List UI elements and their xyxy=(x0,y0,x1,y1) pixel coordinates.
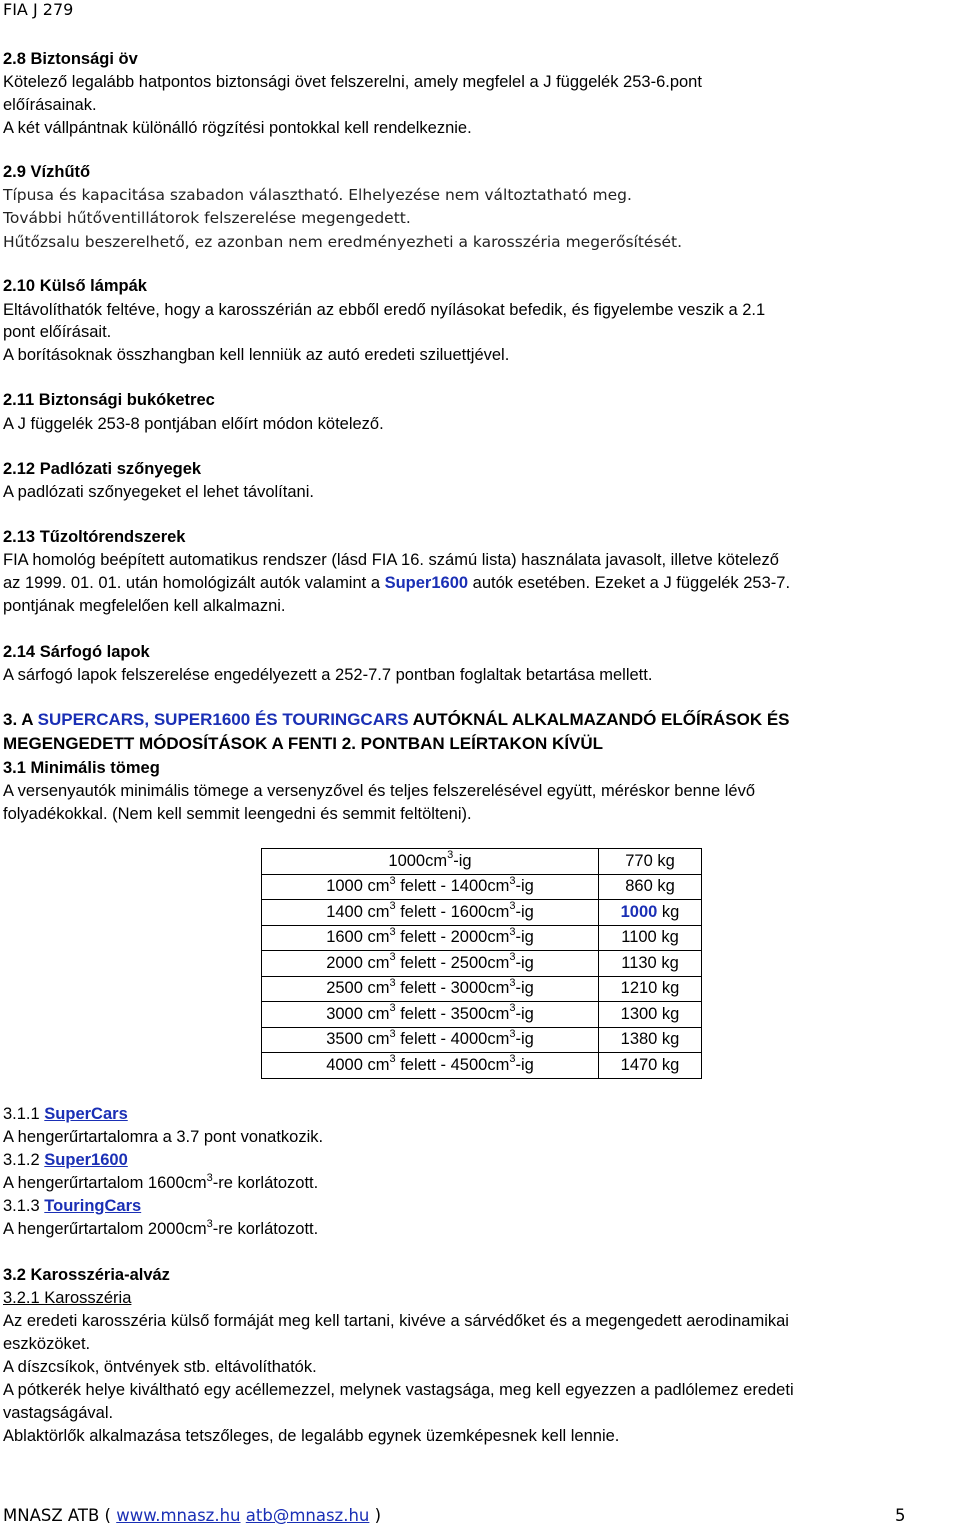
section-3-2-title: 3.2 Karosszéria-alváz xyxy=(3,1266,170,1284)
section-2-13-line xyxy=(3,573,790,593)
weight-cell: 1470 kg xyxy=(599,1053,702,1079)
section-2-8-title: 2.8 Biztonsági öv xyxy=(3,50,138,68)
section-3-2-line: Ablaktörlők alkalmazása tetszőleges, de legalább egynek üzemképesnek kell lennie. xyxy=(3,1427,620,1445)
section-3-1-line: A versenyautók minimális tömege a versenyzővel és teljes felszerelésével együtt, méréskor benne lévő xyxy=(3,782,756,800)
section-3-2-line: A pótkerék helye kiváltható egy acéllemezzel, melynek vastagsága, meg kell egyezzen a padlólemez eredeti xyxy=(3,1381,794,1399)
section-2-9-line: További hűtőventillátorok felszerelése megengedett. xyxy=(3,209,411,227)
section-2-12-line: A padlózati szőnyegeket el lehet távolítani. xyxy=(3,483,314,501)
categories-highlight: SUPERCARS, SUPER1600 ÉS TOURINGCARS xyxy=(37,710,409,729)
table-row xyxy=(262,849,702,875)
table-row xyxy=(262,925,702,951)
text-run: 3. A xyxy=(3,710,38,729)
page-number: 5 xyxy=(895,1506,906,1525)
table-row xyxy=(262,1053,702,1079)
section-2-9-line: Hűtőzsalu beszerelhető, ez azonban nem eredményezheti a karosszéria megerősítését. xyxy=(3,233,683,251)
displacement-cell: 1000 $cm^3$ felett - $1400cm^3-ig$ xyxy=(262,874,599,900)
weight-cell: 1210 kg xyxy=(599,976,702,1002)
section-3-1-2-title: 3.1.2 Super1600 xyxy=(3,1151,128,1169)
section-3-2-line: vastagságával. xyxy=(3,1404,114,1422)
displacement-cell: $1000cm^3-ig$ xyxy=(262,849,599,875)
weight-cell: 1380 kg xyxy=(599,1027,702,1053)
section-2-12-title: 2.12 Padlózati szőnyegek xyxy=(3,460,202,478)
displacement-cell: 4000 $cm^3$ felett - $4500cm^3-ig$ xyxy=(262,1053,599,1079)
section-3-1-title: 3.1 Minimális tömeg xyxy=(3,759,160,777)
email-link[interactable]: atb@mnasz.hu xyxy=(245,1506,370,1525)
section-2-14-title: 2.14 Sárfogó lapok xyxy=(3,643,150,661)
table-row xyxy=(262,1027,702,1053)
section-3-1-1-title: 3.1.1 SuperCars xyxy=(3,1105,128,1123)
section-2-8-line: Kötelező legalább hatpontos biztonsági övet felszerelni, amely megfelel a J függelék 253-6.pont xyxy=(3,73,702,91)
section-2-9-title: 2.9 Vízhűtő xyxy=(3,163,91,181)
text-run: autók esetében. Ezeket a J függelék 253-7. xyxy=(468,574,791,592)
section-2-10-line: A borításoknak összhangban kell lenniük az autó eredeti sziluettjével. xyxy=(3,346,510,364)
table-row xyxy=(262,1002,702,1028)
website-link[interactable]: www.mnasz.hu xyxy=(116,1506,241,1525)
section-2-9-line: Típusa és kapacitása szabadon választható. Elhelyezése nem változtatható meg. xyxy=(3,186,632,204)
section-3-2-line: A díszcsíkok, öntvények stb. eltávolíthatók. xyxy=(3,1358,317,1376)
text-run: AUTÓKNÁL ALKALMAZANDÓ ELŐÍRÁSOK ÉS xyxy=(408,710,790,729)
weight-cell: 1100 kg xyxy=(599,925,702,951)
section-2-10-line: Eltávolíthatók feltéve, hogy a karosszérián az ebből eredő nyílásokat befedik, és figyelembe veszik a 2.1 xyxy=(3,301,766,319)
weight-cell: 1300 kg xyxy=(599,1002,702,1028)
table-row xyxy=(262,900,702,926)
section-3-1-line: folyadékokkal. (Nem kell semmit leengedni és semmit feltölteni). xyxy=(3,805,472,823)
section-2-10-line: pont előírásait. xyxy=(3,323,112,341)
section-2-10-title: 2.10 Külső lámpák xyxy=(3,277,147,295)
section-2-13-line: pontjának megfelelően kell alkalmazni. xyxy=(3,597,286,615)
section-2-11-line: A J függelék 253-8 pontjában előírt módon kötelező. xyxy=(3,415,384,433)
section-3-1-2-line: A hengerűrtartalom $1600cm^3-re$ korlátozott. xyxy=(3,1171,319,1192)
section-2-13-title: 2.13 Tűzoltórendszerek xyxy=(3,528,186,546)
section-3-1-3-line: A hengerűrtartalom $2000cm^3-re$ korlátozott. xyxy=(3,1217,319,1238)
supercars-link[interactable]: SuperCars xyxy=(44,1105,128,1123)
section-2-11-title: 2.11 Biztonsági bukóketrec xyxy=(3,391,215,409)
section-3-title xyxy=(3,710,790,730)
displacement-cell: 3500 $cm^3$ felett - $4000cm^3-ig$ xyxy=(262,1027,599,1053)
displacement-cell: 2000 $cm^3$ felett - $2500cm^3-ig$ xyxy=(262,951,599,977)
touringcars-link[interactable]: TouringCars xyxy=(44,1197,142,1215)
section-2-8-line: előírásainak. xyxy=(3,96,97,114)
displacement-cell: 1600 $cm^3$ felett - $2000cm^3-ig$ xyxy=(262,925,599,951)
displacement-cell: 2500 $cm^3$ felett - $3000cm^3-ig$ xyxy=(262,976,599,1002)
super1600-link[interactable]: Super1600 xyxy=(44,1151,128,1169)
section-3-1-3-title: 3.1.3 TouringCars xyxy=(3,1197,142,1215)
displacement-cell: 3000 $cm^3$ felett - $3500cm^3-ig$ xyxy=(262,1002,599,1028)
displacement-cell: 1400 $cm^3$ felett - $1600cm^3-ig$ xyxy=(262,900,599,926)
weight-cell: 1130 kg xyxy=(599,951,702,977)
section-2-14-line: A sárfogó lapok felszerelése engedélyezett a 252-7.7 pontban foglaltak betartása mellett. xyxy=(3,666,653,684)
weight-cell: 860 kg xyxy=(599,874,702,900)
super1600-highlight: Super1600 xyxy=(384,574,469,592)
section-3-1-1-line: A hengerűrtartalomra a 3.7 pont vonatkozik. xyxy=(3,1128,324,1146)
weight-cell: 770 kg xyxy=(599,849,702,875)
footer: MNASZ ATB ( www.mnasz.hu atb@mnasz.hu ) xyxy=(3,1506,382,1525)
section-2-13-line: FIA homológ beépített automatikus rendszer (lásd FIA 16. számú lista) használata javasolt, illetve kötelező xyxy=(3,551,779,569)
section-2-8-line: A két vállpántnak különálló rögzítési pontokkal kell rendelkeznie. xyxy=(3,119,472,137)
weight-cell: 1000 kg xyxy=(599,900,702,926)
text-run: az 1999. 01. 01. után homológizált autók valamint a xyxy=(3,574,385,592)
table-row xyxy=(262,976,702,1002)
section-3-2-line: Az eredeti karosszéria külső formáját meg kell tartani, kivéve a sárvédőket és a megengedett aerodinamikai xyxy=(3,1312,789,1330)
document-header: FIA J 279 xyxy=(3,0,74,19)
section-3-2-1-title: 3.2.1 Karosszéria xyxy=(3,1289,132,1307)
table-row xyxy=(262,874,702,900)
weight-table xyxy=(261,848,702,1079)
section-3-title-cont: MEGENGEDETT MÓDOSÍTÁSOK A FENTI 2. PONTBAN LEÍRTAKON KÍVÜL xyxy=(3,734,604,753)
table-row xyxy=(262,951,702,977)
section-3-2-line: eszközöket. xyxy=(3,1335,91,1353)
